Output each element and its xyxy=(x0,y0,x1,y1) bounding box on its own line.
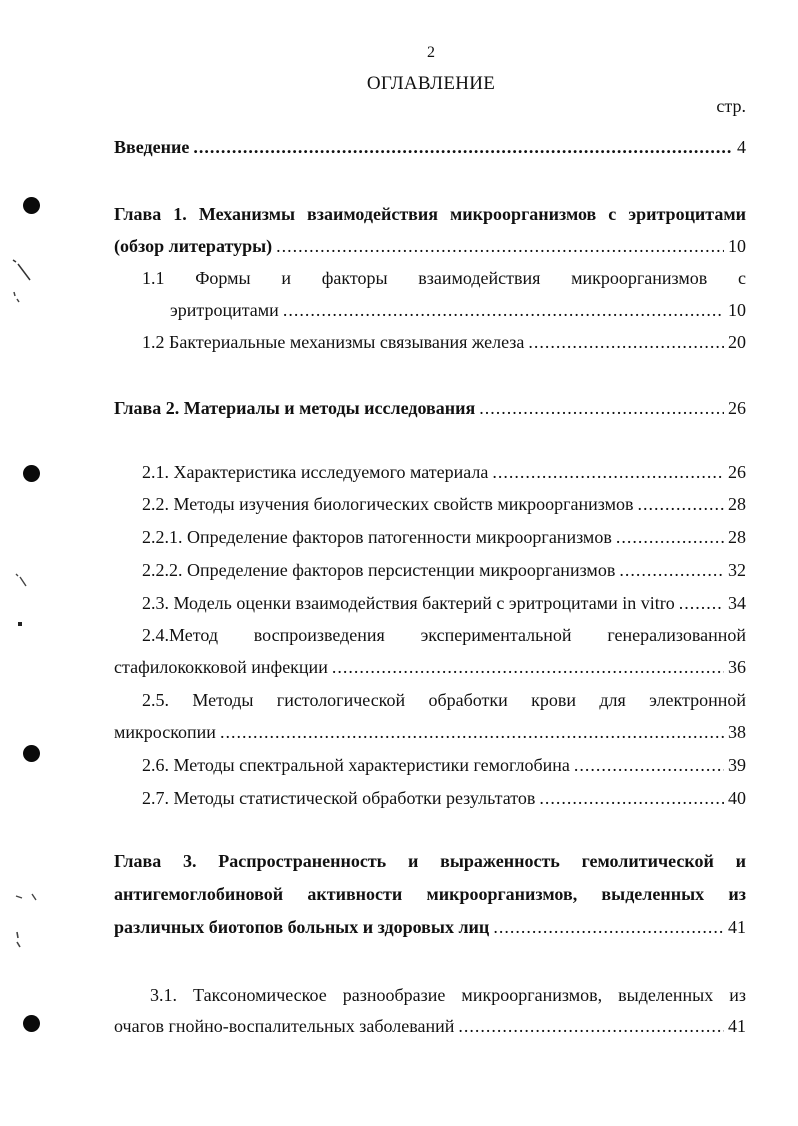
toc-entry-title: микроскопии xyxy=(114,722,216,742)
toc-section-1-2[interactable] xyxy=(142,332,746,364)
toc-section-2-6[interactable] xyxy=(142,755,746,787)
scan-speck xyxy=(12,290,22,304)
toc-entry-page: 32 xyxy=(728,560,746,580)
toc-entry-page: 28 xyxy=(728,494,746,514)
leader-dots xyxy=(276,236,724,257)
toc-entry-page: 41 xyxy=(728,1016,746,1036)
toc-section-3-1[interactable] xyxy=(114,1016,746,1048)
toc-entry-title: 2.2.2. Определение факторов персистенции микроорганизмов xyxy=(142,560,616,580)
toc-section-2-1[interactable] xyxy=(142,462,746,494)
leader-dots xyxy=(458,1016,724,1037)
toc-entry-page: 20 xyxy=(728,332,746,352)
toc-section-2-5[interactable] xyxy=(114,722,746,754)
toc-entry-title: Введение xyxy=(114,137,190,157)
toc-entry-page: 39 xyxy=(728,755,746,775)
toc-entry-title: (обзор литературы) xyxy=(114,236,273,256)
toc-entry-page: 10 xyxy=(728,236,746,256)
scan-speck xyxy=(14,890,42,904)
toc-entry-title: 2.3. Модель оценки взаимодействия бактерий с эритроцитами in vitro xyxy=(142,593,675,613)
toc-entry-title: эритроцитами xyxy=(170,300,279,320)
toc-entry-title: 2.1. Характеристика исследуемого материала xyxy=(142,462,489,482)
leader-dots xyxy=(492,462,724,483)
page-number: 2 xyxy=(427,44,435,61)
toc-entry-title: 2.2.1. Определение факторов патогенности микроорганизмов xyxy=(142,527,612,547)
leader-dots xyxy=(637,494,724,515)
toc-entry-page: 38 xyxy=(728,722,746,742)
toc-entry-page: 4 xyxy=(737,137,746,157)
toc-chapter-3[interactable] xyxy=(114,917,746,949)
punch-hole-3 xyxy=(23,745,40,762)
leader-dots xyxy=(528,332,724,353)
toc-entry-page: 36 xyxy=(728,657,746,677)
leader-dots xyxy=(574,755,724,776)
toc-section-2-5-line-1[interactable]: 2.5. Методы гистологической обработки крови для электронной xyxy=(142,690,746,710)
toc-section-2-2[interactable] xyxy=(142,494,746,526)
leader-dots xyxy=(619,560,724,581)
leader-dots xyxy=(283,300,724,321)
leader-dots xyxy=(220,722,724,743)
toc-chapter-2[interactable] xyxy=(114,398,746,430)
pages-column-label: стр. xyxy=(716,96,746,116)
toc-entry-title: 2.7. Методы статистической обработки результатов xyxy=(142,788,536,808)
toc-entry-intro[interactable] xyxy=(114,137,746,169)
toc-entry-page: 40 xyxy=(728,788,746,808)
toc-section-2-2-2[interactable] xyxy=(142,560,746,592)
scan-speck xyxy=(14,930,24,950)
toc-entry-title: очагов гнойно-воспалительных заболеваний xyxy=(114,1016,455,1036)
toc-entry-page: 28 xyxy=(728,527,746,547)
toc-chapter-3-line-1[interactable]: Глава 3. Распространенность и выраженность гемолитической и xyxy=(114,851,746,871)
toc-entry-title: 1.2 Бактериальные механизмы связывания железа xyxy=(142,332,525,352)
toc-section-3-1-line-1[interactable]: 3.1. Таксономическое разнообразие микроорганизмов, выделенных из xyxy=(150,985,746,1005)
scan-speck xyxy=(16,620,24,628)
leader-dots xyxy=(332,657,724,678)
leader-dots xyxy=(479,398,724,419)
toc-section-2-3[interactable] xyxy=(142,593,746,625)
page-title: ОГЛАВЛЕНИЕ xyxy=(366,73,496,94)
leader-dots xyxy=(193,137,733,158)
leader-dots xyxy=(539,788,724,809)
leader-dots xyxy=(493,917,724,938)
toc-entry-page: 10 xyxy=(728,300,746,320)
toc-section-1-1[interactable] xyxy=(170,300,746,332)
toc-entry-title: различных биотопов больных и здоровых лиц xyxy=(114,917,490,937)
toc-entry-title: 2.2. Методы изучения биологических свойств микроорганизмов xyxy=(142,494,634,514)
leader-dots xyxy=(616,527,724,548)
toc-section-2-2-1[interactable] xyxy=(142,527,746,559)
toc-entry-page: 26 xyxy=(728,398,746,418)
toc-entry-page: 34 xyxy=(728,593,746,613)
punch-hole-4 xyxy=(23,1015,40,1032)
toc-section-2-4-line-1[interactable]: 2.4.Метод воспроизведения экспериментальной генерализованной xyxy=(142,625,746,645)
toc-entry-title: Глава 2. Материалы и методы исследования xyxy=(114,398,476,418)
toc-entry-title: 2.6. Методы спектральной характеристики гемоглобина xyxy=(142,755,570,775)
scan-speck xyxy=(10,258,32,282)
scan-speck xyxy=(14,572,30,588)
punch-hole-1 xyxy=(23,197,40,214)
toc-chapter-1[interactable] xyxy=(114,236,746,268)
toc-entry-page: 41 xyxy=(728,917,746,937)
toc-entry-page: 26 xyxy=(728,462,746,482)
toc-section-1-1-line-1[interactable]: 1.1 Формы и факторы взаимодействия микроорганизмов с xyxy=(142,268,746,288)
toc-section-2-4[interactable] xyxy=(114,657,746,689)
toc-chapter-3-line-2[interactable]: антигемоглобиновой активности микроорганизмов, выделенных из xyxy=(114,884,746,904)
toc-entry-title: стафилококковой инфекции xyxy=(114,657,328,677)
leader-dots xyxy=(679,593,724,614)
punch-hole-2 xyxy=(23,465,40,482)
toc-section-2-7[interactable] xyxy=(142,788,746,820)
toc-chapter-1-line-1[interactable]: Глава 1. Механизмы взаимодействия микроорганизмов с эритроцитами xyxy=(114,204,746,224)
